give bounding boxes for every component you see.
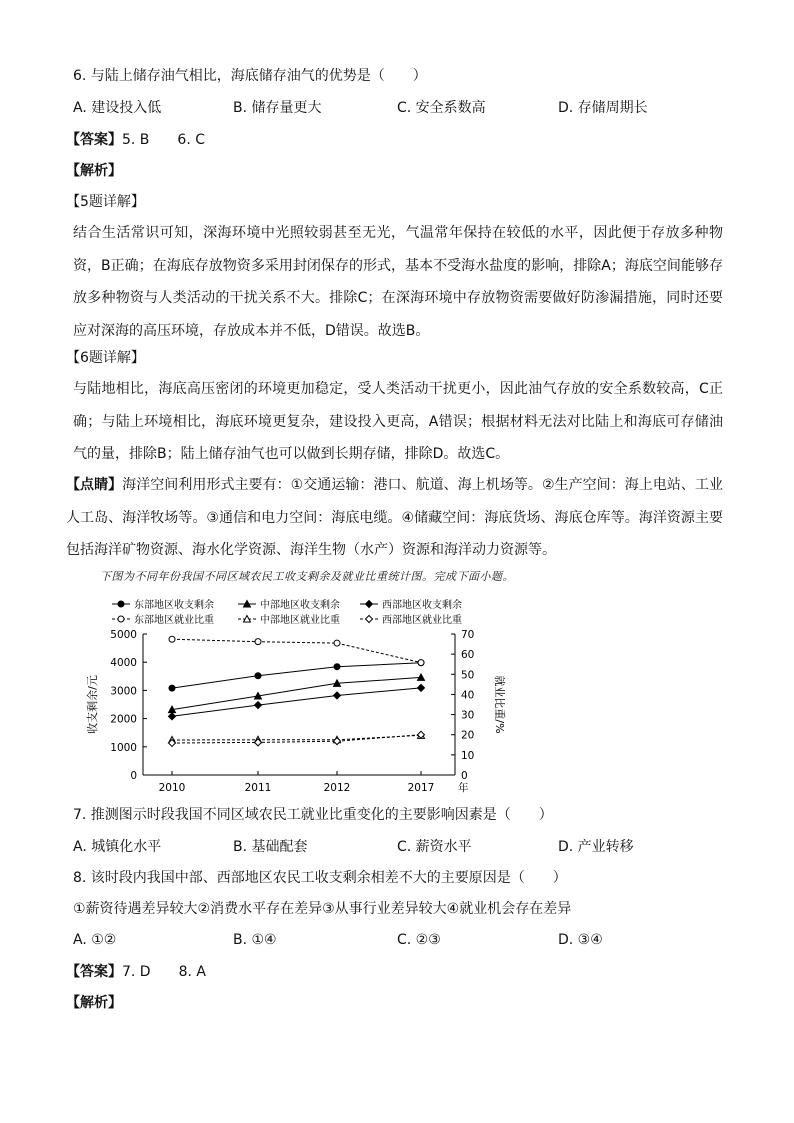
q7-option-a: A. 城镇化水平 [73,839,162,855]
y-tick-label-left: 5000 [110,629,137,641]
data-point [334,664,340,670]
y-tick-label-right: 60 [461,649,475,662]
data-point [334,640,340,646]
y-tick-label-left: 3000 [110,685,137,698]
q7-option-b: B. 基础配套 [233,839,308,855]
x-tick-label: 2010 [158,782,186,794]
legend-label: 西部地区收支剩余 [382,600,462,611]
series-line-6 [172,735,421,743]
data-point [169,685,175,691]
y-tick-label-right: 50 [461,669,475,682]
y-tick-label-right: 20 [461,729,475,742]
data-point [255,673,261,679]
q8-option-c: C. ②③ [397,932,441,948]
series-line-4 [172,639,421,662]
x-axis-unit: 年 [458,782,469,794]
answer-label: 【答案】 [66,132,122,148]
x-tick-label: 2011 [244,782,272,794]
q7-option-d: D. 产业转移 [558,839,634,855]
x-tick-label: 2017 [407,782,435,794]
detail-6-heading: 【6题详解】 [66,350,145,366]
data-point [255,639,261,645]
series-line-1 [172,663,421,688]
q8-option-b: B. ①④ [233,932,277,948]
y-tick-label-right: 30 [461,709,475,722]
line-chart [0,590,794,820]
analysis-label-2: 【解析】 [66,995,122,1011]
y-axis-label-left: 收支剩余/元 [86,675,99,734]
data-point [334,692,341,699]
question-6-stem: 6. 与陆上储存油气相比，海底储存油气的优势是（ ） [73,68,427,84]
y-tick-label-left: 2000 [110,713,137,726]
data-point [418,660,424,666]
legend-label: 西部地区就业比重 [382,615,462,626]
answer-value: 5. B 6. C [122,132,205,148]
q6-option-a: A. 建设投入低 [73,100,162,116]
answer-value: 7. D 8. A [122,964,206,980]
y-tick-label-right: 10 [461,749,475,762]
chart-intro: 下图为不同年份我国不同区域农民工收支剩余及就业比重统计图。完成下面小题。 [100,570,514,583]
y-tick-label-left: 0 [130,770,137,782]
tip-block [66,469,723,567]
tip-text: 海洋空间利用形式主要有：①交通运输：港口、航道、海上机场等。②生产空间：海上电站、工业人工岛、海洋牧场等。③通信和电力空间：海底电缆。④储藏空间：海底货场、海底仓库等。海洋资源主要包括海洋矿物资源、海水化学资源、海洋生物（水产）资源和海洋动力资源等。 [66,477,723,558]
y-tick-label-right: 0 [461,770,468,782]
legend-marker [366,601,373,608]
q6-option-d: D. 存储周期长 [558,100,648,116]
data-point [255,702,262,709]
y-tick-label-right: 40 [461,689,475,702]
question-7-stem: 7. 推测图示时段我国不同区域农民工就业比重变化的主要影响因素是（ ） [73,807,553,823]
data-point [169,713,176,720]
detail-5-text: 结合生活常识可知，深海环境中光照较弱甚至无光，气温常年保持在较低的水平，因此便于存放多种物资，B正确；在海底存放物资多采用封闭保存的形式，基本不受海水盐度的影响，排除A；海底空间能够存放多种物资与人类活动的干扰关系不大。排除C；在深海环境中存放物资需要做好防渗漏措施，同时还要应对深海的高压环境，存放成本并不低，D错误。故选B。 [73,225,723,339]
y-tick-label-left: 1000 [110,741,137,754]
y-tick-label-right: 70 [461,629,475,641]
detail-5-heading: 【5题详解】 [66,194,145,210]
q8-option-a: A. ①② [73,932,117,948]
q6-option-c: C. 安全系数高 [397,100,486,116]
question-8-stem: 8. 该时段内我国中部、西部地区农民工收支剩余相差不大的主要原因是（ ） [73,870,567,886]
analysis-label-1: 【解析】 [66,163,122,179]
legend-marker [118,616,124,622]
q8-option-d: D. ③④ [558,932,603,948]
legend-label: 中部地区就业比重 [260,615,340,626]
q7-option-c: C. 薪资水平 [397,839,472,855]
data-point [418,684,425,691]
answer-block-2 [66,962,206,982]
y-tick-label-left: 4000 [110,657,137,670]
answer-label: 【答案】 [66,964,122,980]
legend-label: 东部地区收支剩余 [134,600,214,611]
x-tick-label: 2012 [323,782,351,794]
detail-6-text: 与陆地相比，海底高压密闭的环境更加稳定，受人类活动干扰更小，因此油气存放的安全系数较高，C正确；与陆上环境相比，海底环境更复杂，建设投入更高，A错误；根据材料无法对比陆上和海底可存储油气的量，排除B；陆上储存油气也可以做到长期存储，排除D。故选C。 [73,381,723,462]
legend-marker [118,601,124,607]
question-8-items: ①薪资待遇差异较大②消费水平存在差异③从事行业差异较大④就业机会存在差异 [73,901,572,917]
answer-block-1 [66,130,205,150]
series-line-3 [172,688,421,716]
data-point [334,738,341,745]
legend-marker [366,616,373,623]
y-axis-label-right: 就业比重/% [493,675,506,734]
tip-label: 【点睛】 [66,477,123,493]
q6-option-b: B. 储存量更大 [233,100,322,116]
data-point [169,636,175,642]
legend-label: 东部地区就业比重 [134,615,214,626]
legend-label: 中部地区收支剩余 [260,600,340,611]
